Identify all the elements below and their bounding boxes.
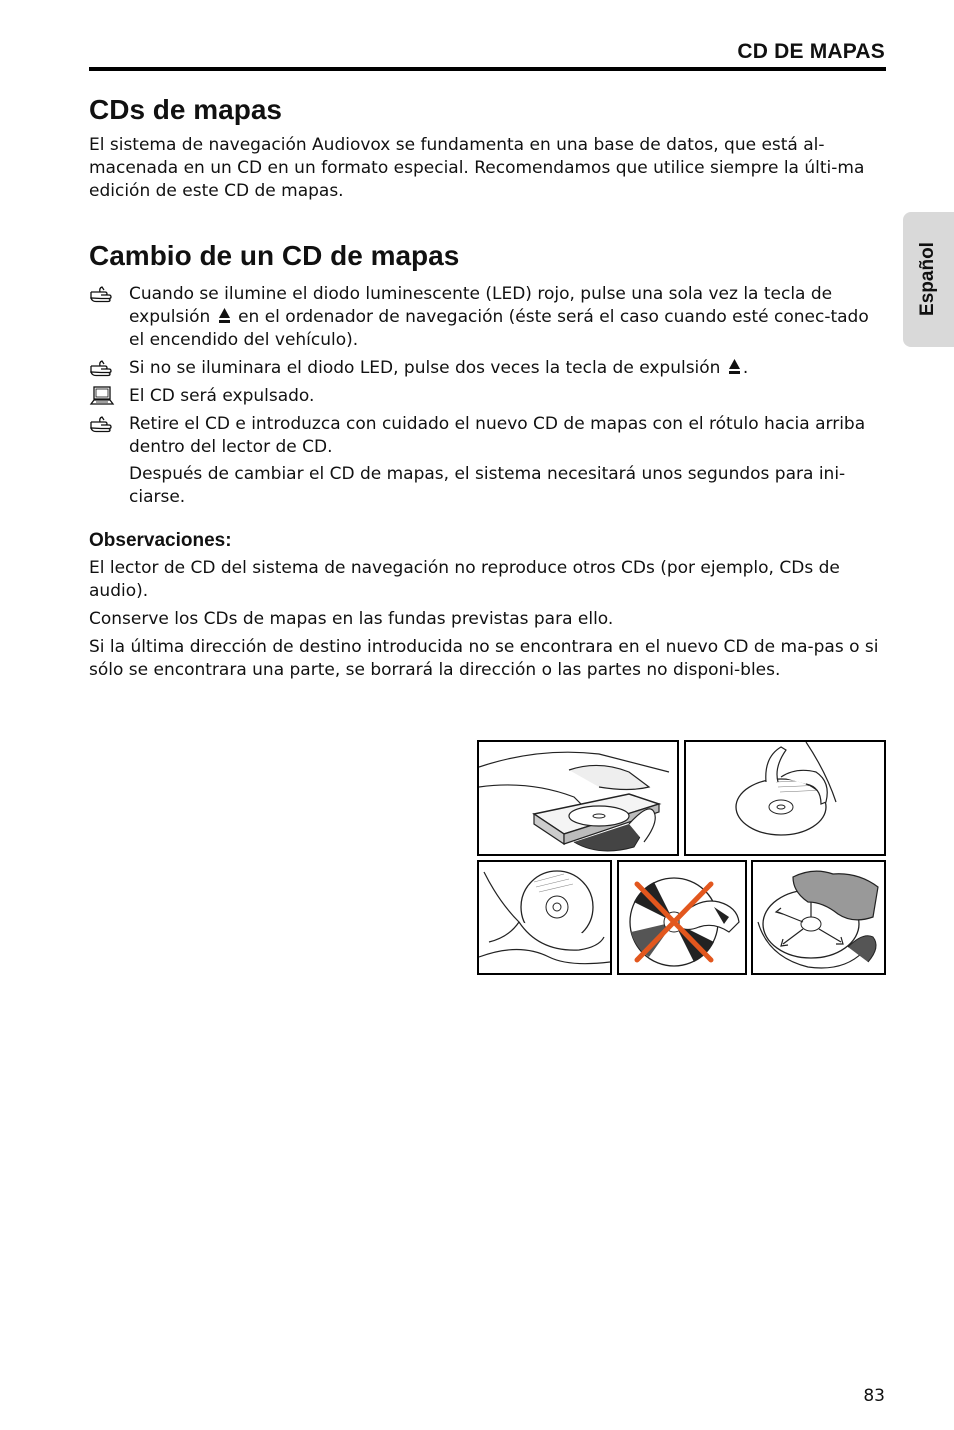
observation-1: El lector de CD del sistema de navegación no reproduce otros CDs (por ejemplo, CDs de audio).: [89, 558, 840, 601]
illustration-insert-cd: [477, 740, 679, 856]
page-number: 83: [863, 1386, 885, 1406]
steps-list: [89, 283, 889, 509]
pointing-hand-icon: [89, 284, 117, 304]
step-2-text-a: Si no se iluminara el diodo LED, pulse dos veces la tecla de expulsión: [129, 358, 721, 378]
pointing-hand-icon: [89, 358, 117, 378]
step-3-text: Retire el CD e introduzca con cuidado el nuevo CD de mapas con el rótulo hacia arriba dentro del lector de CD.: [129, 414, 866, 457]
observations-title: Observaciones:: [89, 530, 232, 551]
page-content: [89, 90, 889, 687]
observation-3: Si la última dirección de destino introducida no se encontrara en el nuevo CD de ma-pas o si sólo se encontrara una parte, se borrará la dirección o las partes no disponi-bles.: [89, 637, 879, 680]
cd-handling-illustrations: [477, 740, 886, 975]
eject-icon: [728, 358, 741, 375]
language-tab: [903, 212, 954, 347]
illustration-cd-in-hand: [477, 860, 612, 975]
section-title-cambio: Cambio de un CD de mapas: [89, 240, 460, 271]
page-header-title: CD DE MAPAS: [737, 40, 885, 63]
observation-2: Conserve los CDs de mapas en las fundas previstas para ello.: [89, 609, 614, 629]
step-2-text-b: .: [742, 358, 749, 378]
pointing-hand-icon: [89, 414, 117, 434]
laptop-icon: [89, 386, 117, 406]
step-3: [89, 413, 889, 459]
illustration-do-not-touch: [617, 860, 747, 975]
header-rule: [89, 67, 886, 71]
step-2: [89, 357, 889, 380]
step-1-text-a: Cuando se ilumine el diodo luminescente (LED) rojo, pulse una sola vez la tecla de expulsión: [129, 284, 833, 327]
illustration-clean-cd: [751, 860, 886, 975]
section-title-cds-de-mapas: CDs de mapas: [89, 94, 282, 125]
after-change-note: Después de cambiar el CD de mapas, el sistema necesitará unos segundos para ini-ciarse.: [129, 464, 846, 507]
eject-icon: [218, 307, 231, 324]
observations: [89, 557, 889, 682]
result-text: El CD será expulsado.: [129, 386, 315, 406]
step-1: [89, 283, 889, 352]
step-1-text-b: en el ordenador de navegación (éste será el caso cuando esté conec-tado el encendido del vehículo).: [129, 307, 869, 350]
language-tab-label: Español: [917, 242, 938, 316]
intro-paragraph: El sistema de navegación Audiovox se fundamenta en una base de datos, que está al-macenada en un CD en un formato especial. Recomendamos que utilice siempre la últi-ma edición de este CD de mapas.: [89, 135, 865, 201]
illustration-hold-cd: [684, 740, 886, 856]
step-result: [89, 385, 889, 408]
